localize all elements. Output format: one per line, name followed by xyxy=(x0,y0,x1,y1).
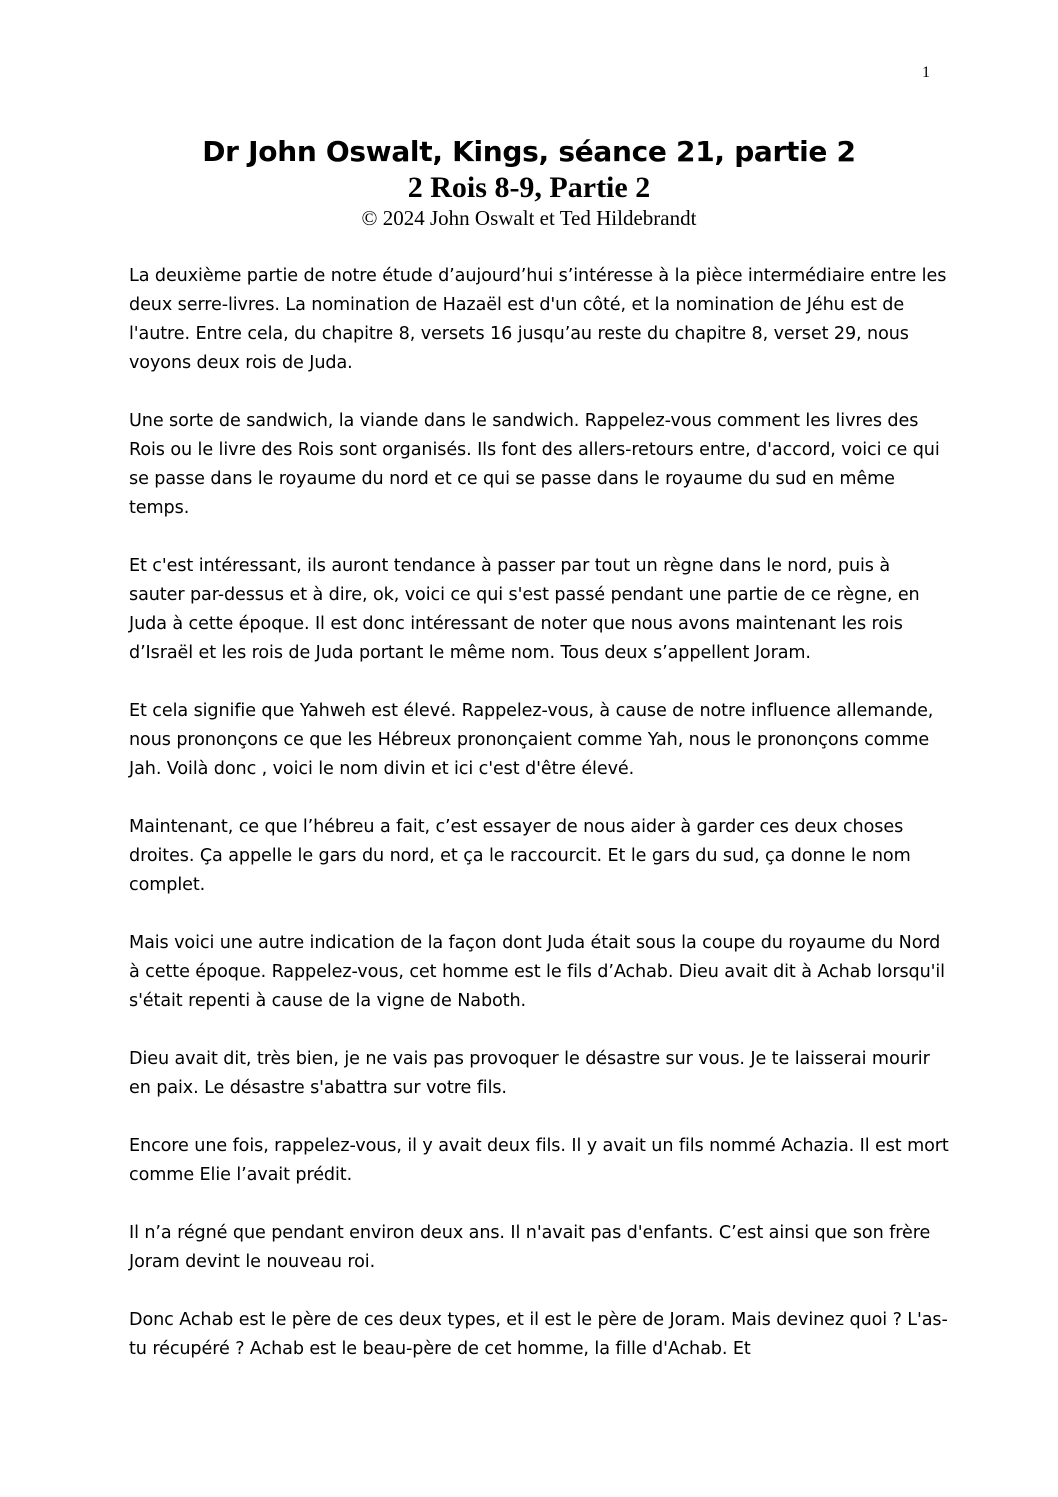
copyright-notice: © 2024 John Oswalt et Ted Hildebrandt xyxy=(361,206,697,230)
document-subtitle: 2 Rois 8-9, Partie 2 xyxy=(407,171,651,204)
paragraph: Mais voici une autre indication de la façon dont Juda était sous la coupe du royaume du Nord à cette époque. Rappelez-vous, cet homme est le fils d’Achab. Dieu avait dit à Achab lorsqu'il s'était repenti à cause de la vigne de Naboth. xyxy=(129,933,945,1011)
paragraph: Une sorte de sandwich, la viande dans le sandwich. Rappelez-vous comment les livres des Rois ou le livre des Rois sont organisés. Ils font des allers-retours entre, d'accord, voici ce qui se passe dans le royaume du nord et ce qui se passe dans le royaume du sud en même temps. xyxy=(129,411,940,518)
paragraph: Donc Achab est le père de ces deux types, et il est le père de Joram. Mais devinez quoi ? L'as-tu récupéré ? Achab est le beau-père de cet homme, la fille d'Achab. Et xyxy=(129,1310,948,1359)
paragraph: Et cela signifie que Yahweh est élevé. Rappelez-vous, à cause de notre influence allemande, nous prononçons ce que les Hébreux prononçaient comme Yah, nous le prononçons comme Jah. Voilà donc , voici le nom divin et ici c'est d'être élevé. xyxy=(129,701,934,779)
paragraph: Et c'est intéressant, ils auront tendance à passer par tout un règne dans le nord, puis à sauter par-dessus et à dire, ok, voici ce qui s'est passé pendant une partie de ce règne, en Juda à cette époque. Il est donc intéressant de noter que nous avons maintenant les rois d’Israël et les rois de Juda portant le même nom. Tous deux s’appellent Joram. xyxy=(129,556,920,663)
document-body xyxy=(129,262,949,1393)
page-number: 1 xyxy=(922,64,930,81)
paragraph: Encore une fois, rappelez-vous, il y avait deux fils. Il y avait un fils nommé Achazia. Il est mort comme Elie l’avait prédit. xyxy=(129,1136,949,1185)
paragraph: Il n’a régné que pendant environ deux ans. Il n'avait pas d'enfants. C’est ainsi que son frère Joram devint le nouveau roi. xyxy=(129,1223,931,1272)
paragraph: Maintenant, ce que l’hébreu a fait, c’est essayer de nous aider à garder ces deux choses droites. Ça appelle le gars du nord, et ça le raccourcit. Et le gars du sud, ça donne le nom complet. xyxy=(129,817,911,895)
document-header xyxy=(0,134,1058,230)
document-title: Dr John Oswalt, Kings, séance 21, partie 2 xyxy=(202,135,856,168)
paragraph: Dieu avait dit, très bien, je ne vais pas provoquer le désastre sur vous. Je te laisserai mourir en paix. Le désastre s'abattra sur votre fils. xyxy=(129,1049,930,1098)
paragraph: La deuxième partie de notre étude d’aujourd’hui s’intéresse à la pièce intermédiaire entre les deux serre-livres. La nomination de Hazaël est d'un côté, et la nomination de Jéhu est de l'autre. Entre cela, du chapitre 8, versets 16 jusqu’au reste du chapitre 8, verset 29, nous voyons deux rois de Juda. xyxy=(129,266,947,373)
